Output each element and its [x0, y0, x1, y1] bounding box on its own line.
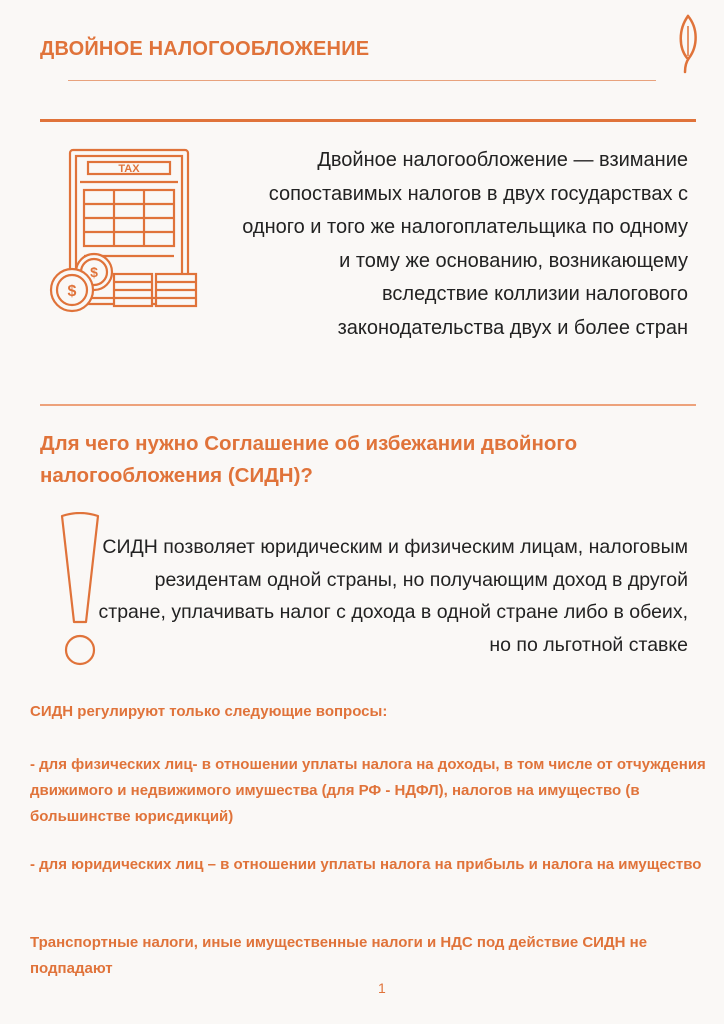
scope-lead: СИДН регулируют только следующие вопросы:	[30, 703, 388, 720]
purpose-text: СИДН позволяет юридическим и физическим лицам, налоговым резидентам одной страны, но получающим доход в другой стране, уплачивать налог с дохода в одной стране либо в обеих, но по льготной ставке	[98, 536, 688, 656]
scope-entities: - для юридических лиц – в отношении уплаты налога на прибыль и налога на имущество	[30, 856, 702, 873]
scope-individuals: - для физических лиц- в отношении уплаты налога на доходы, в том числе от отчуждения движимого и недвижимого имушества (для РФ - НДФЛ), налогов на имущество (в большинстве юрисдикций)	[30, 756, 706, 825]
section-divider-2	[40, 404, 696, 406]
tax-label: TAX	[118, 163, 140, 175]
feather-icon	[674, 14, 700, 74]
question-heading: Для чего нужно Соглашение об избежании двойного налогообложения (СИДН)?	[40, 432, 578, 487]
section-divider	[40, 119, 696, 122]
tax-document-coins-icon	[44, 148, 214, 318]
svg-text:$: $	[90, 264, 98, 280]
svg-text:$: $	[67, 283, 77, 300]
header-divider	[68, 80, 656, 81]
page-title: ДВОЙНОЕ НАЛОГООБЛОЖЕНИЕ	[40, 38, 370, 60]
scope-note: Транспортные налоги, иные имущественные налоги и НДС под действие СИДН не подпадают	[30, 934, 648, 977]
page-number: 1	[378, 980, 386, 996]
definition-text: Двойное налогообложение — взимание сопоставимых налогов в двух государствах с одного и того же налогоплательщика по одному и тому же основанию, возникающему вследствие коллизии налогового законодательства двух и более стран	[242, 149, 688, 339]
